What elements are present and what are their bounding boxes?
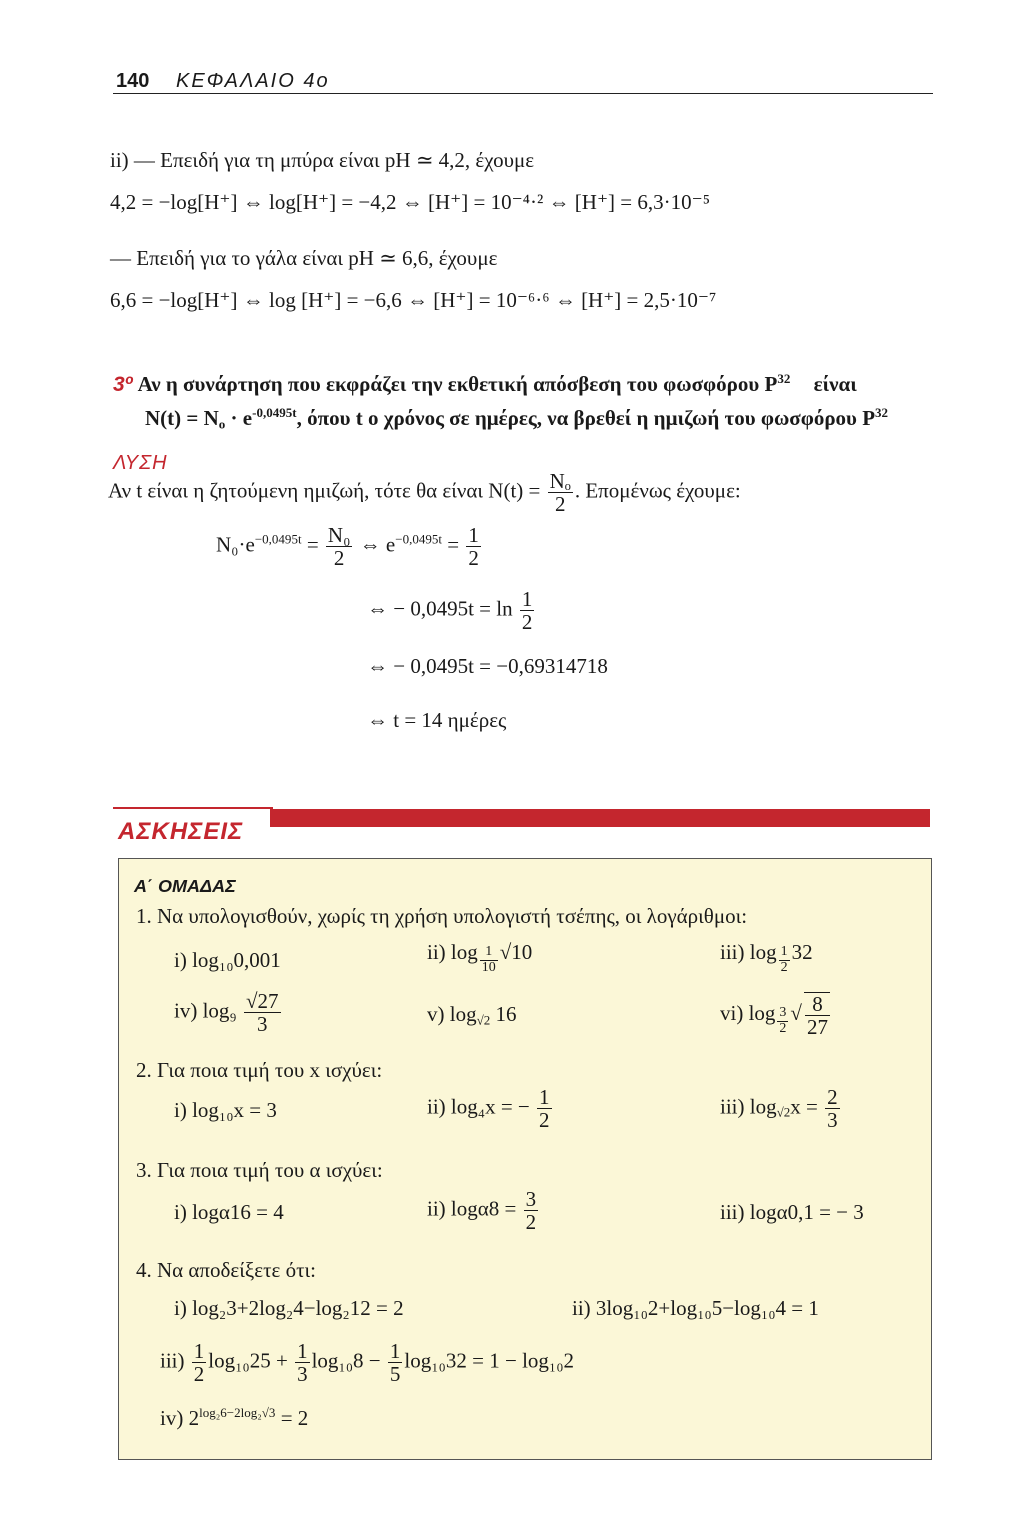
q1-vi-log: vi) log	[720, 1000, 776, 1025]
solution-intro	[108, 470, 741, 515]
fraction-num: 3	[525, 1187, 537, 1211]
q4-iv	[160, 1406, 308, 1431]
q3-i: i) logα16 = 4	[174, 1200, 284, 1224]
fraction	[244, 990, 281, 1035]
fraction-num: 1	[389, 1339, 401, 1363]
fraction-num: 1	[480, 945, 498, 961]
fraction-den: 10	[481, 960, 496, 975]
group-label: Α΄ ΟΜΑΔΑΣ	[134, 876, 236, 896]
q3-ii-text: ii) logα8 =	[427, 1196, 517, 1221]
q1-ii-arg: √10	[499, 940, 533, 964]
q2-iii-log: iii) log	[720, 1094, 777, 1119]
fraction-den: 2	[539, 1108, 550, 1133]
q1-v-arg: 16	[495, 1002, 517, 1026]
fraction-den: 2	[525, 1210, 537, 1235]
q2-i: i) log₁₀x = 3	[174, 1098, 277, 1122]
q4-iv-result: = 2	[275, 1406, 309, 1430]
eq1-exp2: −0,0495t	[395, 531, 442, 547]
formula-sub: o	[218, 416, 226, 432]
fraction	[777, 1006, 788, 1036]
q2-iii	[720, 1086, 842, 1131]
formula-n: N(t) = N	[145, 406, 219, 430]
problem-3-line2	[145, 406, 888, 431]
fraction-den: 5	[389, 1362, 401, 1387]
fraction-den: 3	[257, 1012, 268, 1037]
eq1-mid: ⇔ e	[359, 532, 396, 557]
fraction	[804, 992, 830, 1038]
beer-intro: Επειδή για τη μπύρα είναι pH ≃ 4,2, έχουμε	[160, 148, 535, 172]
solution-eq3: ⇔ − 0,0495t = −0,69314718	[367, 654, 608, 678]
fraction-num: 3	[779, 1005, 787, 1021]
solution-eq2	[367, 588, 536, 633]
fraction	[388, 1340, 403, 1385]
q1-ii	[427, 940, 532, 976]
fraction-num: 1	[468, 523, 479, 547]
solution-eq4: ⇔ t = 14 ημέρες	[367, 708, 507, 732]
fraction	[480, 945, 498, 975]
q1-iii-log: iii) log	[720, 940, 777, 964]
fraction-den: 2	[780, 960, 788, 975]
q1-text: 1. Να υπολογισθούν, χωρίς τη χρήση υπολογιστή τσέπης, οι λογάριθμοι:	[136, 904, 748, 928]
fraction	[192, 1340, 207, 1385]
q4-ii: ii) 3log₁₀2+log₁₀5−log₁₀4 = 1	[572, 1296, 819, 1320]
fraction	[779, 945, 790, 975]
problem-text-1: Αν η συνάρτηση που εκφράζει την εκθετική απόσβεση του φωσφόρου P	[137, 372, 778, 396]
q2-iii-eq: x =	[790, 1094, 818, 1119]
fraction	[548, 470, 573, 515]
eq1-left: N₀·e	[216, 532, 255, 557]
q3-text: 3. Για ποια τιμή του α ισχύει:	[136, 1158, 383, 1182]
q4-i: i) log₂3+2log₂4−log₂12 = 2	[174, 1296, 404, 1320]
q4-iii-label: iii)	[160, 1348, 185, 1373]
q4-iii-term1: log₁₀25 +	[208, 1348, 288, 1373]
problem-number: 3º	[113, 373, 133, 396]
fraction-num: 8	[805, 993, 830, 1016]
fraction	[326, 524, 353, 569]
fraction-den: 2	[468, 546, 479, 571]
q1-iii-arg: 32	[791, 940, 813, 964]
problem-text-1-end: είναι	[813, 372, 857, 396]
fraction	[537, 1086, 552, 1131]
q4-iv-exp: log₂6−2log₂√3	[199, 1405, 276, 1421]
q2-ii-text: ii) log₄x = −	[427, 1094, 530, 1119]
part-marker: ii) —	[110, 148, 155, 172]
q1-vi	[720, 992, 832, 1038]
fraction-num: 1	[780, 944, 788, 960]
solution-label: ΛΥΣΗ	[113, 452, 168, 474]
fraction-num: N₀	[327, 523, 351, 547]
beer-line	[110, 148, 534, 173]
fraction-num: Nₒ	[549, 469, 571, 493]
intro-text: Αν t είναι η ζητούμενη ημιζωή, τότε θα είναι N(t) =	[108, 478, 541, 503]
formula-e: · e	[225, 406, 253, 430]
fraction	[524, 1188, 539, 1233]
formula-exp: -0,0495t	[252, 405, 297, 421]
exercises-bar	[270, 809, 930, 827]
p32-sup: 32	[777, 371, 791, 387]
beer-equation: 4,2 = −log[H⁺] ⇔ log[H⁺] = −4,2 ⇔ [H⁺] = 10⁻⁴·² ⇔ [H⁺] = 6,3·10⁻⁵	[110, 190, 711, 214]
q3-ii	[427, 1188, 540, 1233]
q1-v-log: v) log	[427, 1002, 477, 1026]
q2-text: 2. Για ποια τιμή του x ισχύει:	[136, 1058, 383, 1082]
q1-v-base: √2	[476, 1012, 491, 1028]
fraction-den: 2	[333, 546, 345, 571]
problem-3-line1	[113, 372, 857, 397]
q1-i: i) log₁₀0,001	[174, 948, 281, 972]
fraction-den: 2	[193, 1362, 205, 1387]
fraction-den: 3	[827, 1108, 838, 1133]
fraction-den: 27	[806, 1015, 828, 1040]
fraction-num: 2	[827, 1085, 838, 1109]
eq2-text: ⇔ − 0,0495t = ln	[367, 596, 513, 621]
q2-iii-base: √2	[776, 1104, 791, 1120]
eq1-exp: −0,0495t	[254, 531, 302, 547]
milk-intro: — Επειδή για το γάλα είναι pH ≃ 6,6, έχουμε	[110, 246, 498, 270]
fraction	[520, 588, 535, 633]
exercises-rule	[113, 807, 273, 809]
q4-iii	[160, 1340, 574, 1385]
chapter-title: ΚΕΦΑΛΑΙΟ 4ο	[176, 70, 330, 92]
q1-ii-log: ii) log	[427, 940, 478, 964]
fraction-num: √27	[245, 989, 279, 1013]
intro-text-end: . Επομένως έχουμε:	[574, 478, 741, 503]
q3-iii: iii) logα0,1 = − 3	[720, 1200, 864, 1224]
solution-eq1: $N_0\cdot e^{-0,0495t}$ = $\frac{\text{N₀}}{2}$ ⇔ $e^{-0,0495t}$ = $\frac{1}{2}$	[216, 523, 479, 571]
header-rule	[113, 93, 933, 94]
sqrt-sign: √	[790, 1000, 802, 1025]
q4-iii-term2: log₁₀8 −	[311, 1348, 381, 1373]
q1-iv	[174, 990, 283, 1035]
fraction	[295, 1340, 310, 1385]
fraction-den: 2	[554, 492, 566, 517]
problem-text-2: , όπου t ο χρόνος σε ημέρες, να βρεθεί η ημιζωή του φωσφόρου P	[296, 406, 876, 430]
fraction-num: 1	[193, 1339, 205, 1363]
fraction	[825, 1086, 840, 1131]
fraction-num: 1	[539, 1085, 550, 1109]
exercises-label: ΑΣΚΗΣΕΙΣ	[118, 818, 244, 845]
q2-ii	[427, 1086, 554, 1131]
q1-iv-log: iv) log₉	[174, 998, 237, 1023]
fraction	[466, 524, 481, 569]
fraction-den: 2	[779, 1020, 787, 1036]
q4-text: 4. Να αποδείξετε ότι:	[136, 1258, 316, 1282]
p32-sup-2: 32	[875, 405, 889, 421]
page-number: 140	[116, 70, 150, 92]
fraction-num: 1	[297, 1339, 308, 1363]
q1-iii	[720, 940, 813, 976]
q4-iii-term3: log₁₀32 = 1 − log₁₀2	[404, 1348, 575, 1373]
fraction-den: 3	[297, 1362, 308, 1387]
fraction-den: 2	[521, 610, 533, 635]
fraction-num: 1	[521, 587, 533, 611]
milk-equation: 6,6 = −log[H⁺] ⇔ log [H⁺] = −6,6 ⇔ [H⁺] = 10⁻⁶·⁶ ⇔ [H⁺] = 2,5·10⁻⁷	[110, 288, 717, 312]
q1-v	[427, 1002, 516, 1027]
q4-iv-base: iv) 2	[160, 1406, 200, 1430]
